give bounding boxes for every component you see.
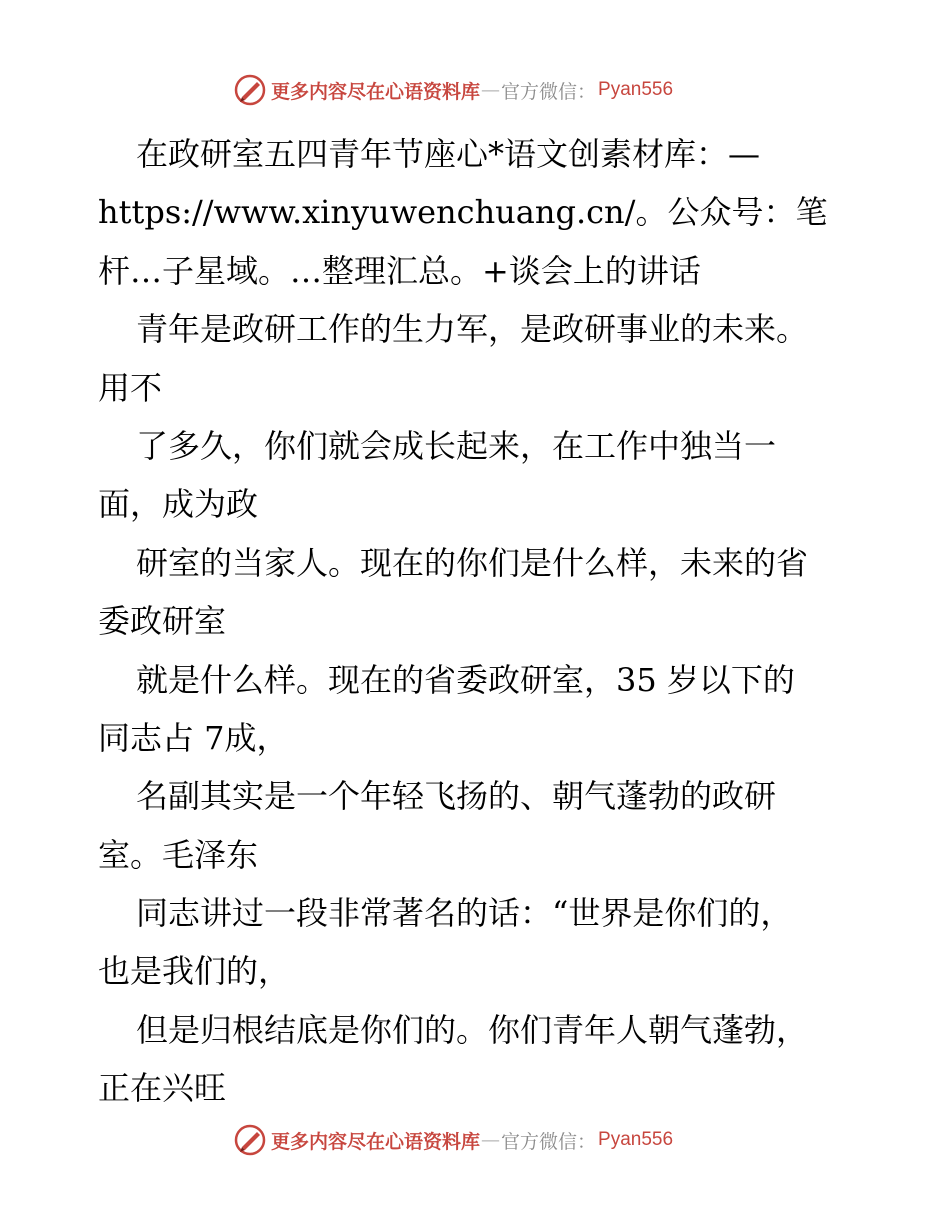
text-line: 研室的当家人。现在的你们是什么样，未来的省: [136, 543, 809, 582]
pen-logo-icon: [233, 73, 267, 107]
text-line: 就是什么样。现在的省委政研室，35 岁以下的: [136, 660, 795, 699]
pen-logo-icon: [233, 1123, 267, 1157]
footer-banner: [233, 1122, 673, 1158]
banner-wechat-id: Pyan556: [598, 79, 674, 100]
text-line: 委政研室: [98, 602, 227, 641]
banner-wechat-id: Pyan556: [598, 1129, 674, 1150]
text-line: 也是我们的，: [98, 952, 291, 991]
text-line: https://www.xinyuwenchuang.cn/。公众号：笔: [98, 193, 828, 232]
banner-text: 更多内容尽在心语资料库: [271, 80, 481, 103]
text-line: 名副其实是一个年轻飞扬的、朝气蓬勃的政研: [136, 777, 777, 816]
text-line: 面，成为政: [98, 485, 259, 524]
text-line: 用不: [98, 368, 163, 407]
text-line: 但是归根结底是你们的。你们青年人朝气蓬勃，: [136, 1010, 809, 1049]
banner-dash: —: [481, 79, 501, 101]
text-line: 杆…子星域。…整理汇总。+谈会上的讲话: [98, 251, 701, 290]
text-line: 在政研室五四青年节座心*语文创素材库：—: [136, 135, 761, 173]
banner-official-label: 官方微信：: [501, 1130, 597, 1153]
text-line: 青年是政研工作的生力军，是政研事业的未来。: [136, 310, 809, 349]
document-body: [98, 125, 858, 1118]
header-banner: [233, 72, 673, 108]
text-line: 室。毛泽东: [98, 835, 259, 874]
banner-text: 更多内容尽在心语资料库: [271, 1130, 481, 1153]
text-line: 同志讲过一段非常著名的话：“世界是你们的，: [136, 894, 793, 933]
text-line: 同志占 7成，: [98, 718, 289, 757]
banner-dash: —: [481, 1129, 501, 1151]
banner-official-label: 官方微信：: [501, 80, 597, 103]
text-line: 了多久，你们就会成长起来，在工作中独当一: [136, 426, 777, 465]
text-line: 正在兴旺: [98, 1069, 227, 1108]
